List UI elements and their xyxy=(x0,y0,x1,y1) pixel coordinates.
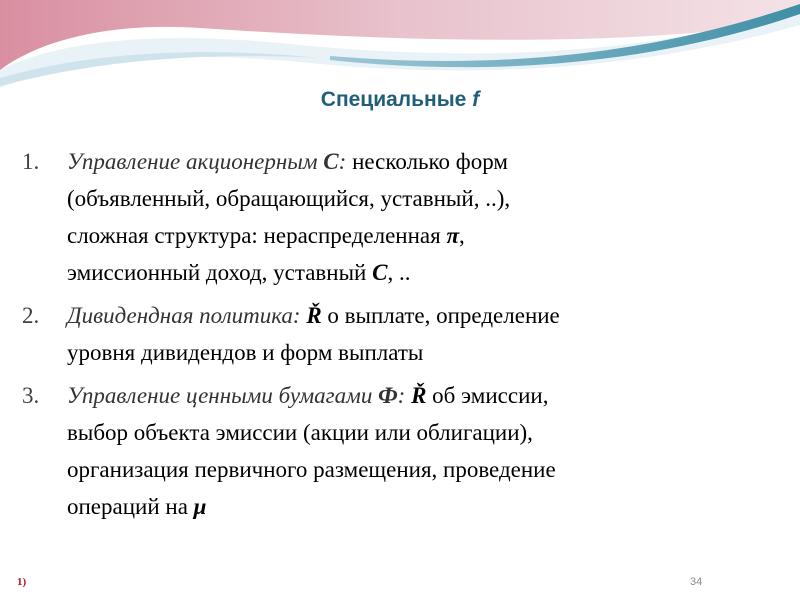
list-item-line: организация первичного размещения, проведение xyxy=(67,457,556,482)
list-item-line xyxy=(67,254,782,291)
list-item-lead: Управление ценными бумагами xyxy=(67,383,379,408)
list-item-line xyxy=(67,377,782,414)
list-item-line xyxy=(67,143,782,180)
list-item-lead-tail: : xyxy=(397,383,412,408)
list-item xyxy=(22,143,782,291)
list-item-number: 2. xyxy=(22,303,40,328)
list-item-symbol: С xyxy=(323,149,339,174)
slide-title-symbol: f xyxy=(472,88,480,111)
list-item xyxy=(22,377,782,525)
list-item-number: 1. xyxy=(22,149,40,174)
list-item-line: (объявленный, обращающийся, уставный, ..), xyxy=(67,186,511,211)
list-item-lead: Управление акционерным xyxy=(67,149,324,174)
list-item-number: 3. xyxy=(22,383,40,408)
list-item-text: о выплате, определение xyxy=(321,303,560,328)
list-item-line xyxy=(67,297,782,334)
list-item-symbol: Ф xyxy=(378,383,398,408)
list-item-text: , .. xyxy=(387,260,411,285)
list-item-line: уровня дивидендов и форм выплаты xyxy=(67,340,424,365)
list-item-symbol: π xyxy=(446,223,460,248)
footer-note: 1) xyxy=(17,576,27,588)
list-item-text: несколько форм xyxy=(346,149,508,174)
list-item-symbol: Ř xyxy=(411,383,427,408)
list-item-lead-tail: : xyxy=(338,149,347,174)
header-wave-decoration xyxy=(0,0,800,95)
list-item-symbol: С xyxy=(372,260,388,285)
list-item-lead: Дивидендная политика: xyxy=(67,303,307,328)
list-item xyxy=(22,297,782,371)
list-item-text: эмиссионный доход, уставный xyxy=(67,260,373,285)
list-item-text: операций на xyxy=(67,494,194,519)
slide-title xyxy=(0,88,800,112)
numbered-list xyxy=(22,143,782,531)
list-item-symbol: Ř xyxy=(306,303,322,328)
list-item-symbol: μ xyxy=(193,494,207,519)
slide-number: 34 xyxy=(690,576,703,588)
list-item-line xyxy=(67,217,782,254)
list-item-line xyxy=(67,488,782,525)
list-item-text: сложная структура: нераспределенная xyxy=(67,223,447,248)
list-item-text: об эмиссии, xyxy=(426,383,549,408)
slide-title-text: Специальные xyxy=(320,88,473,111)
list-item-text: , xyxy=(459,223,465,248)
list-item-line: выбор объекта эмиссии (акции или облигации), xyxy=(67,420,533,445)
